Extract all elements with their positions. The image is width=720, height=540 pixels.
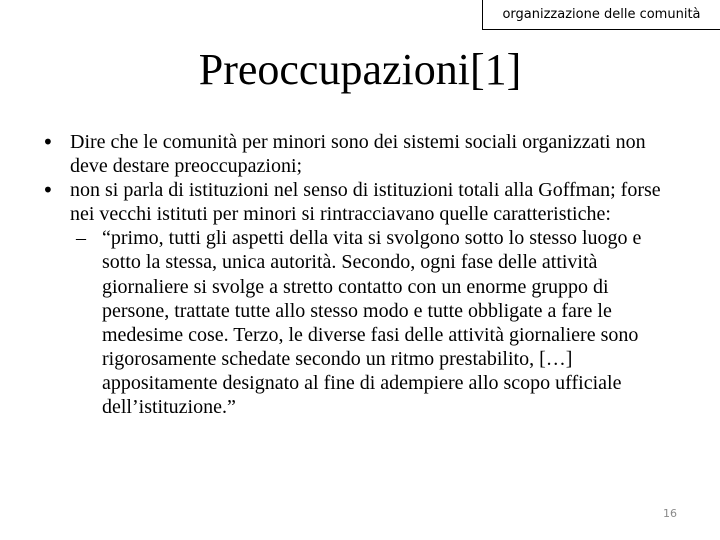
section-header-tag: organizzazione delle comunità bbox=[482, 0, 720, 30]
bullet-icon: • bbox=[42, 130, 54, 154]
slide-title: Preoccupazioni[1] bbox=[198, 45, 522, 94]
bullet-text: Dire che le comunità per minori sono dei sistemi sociali organizzati non deve destare preoccupazioni; bbox=[70, 131, 646, 178]
dash-icon: – bbox=[76, 227, 86, 250]
page-number: 16 bbox=[663, 507, 677, 520]
quote-text: “primo, tutti gli aspetti della vita si svolgono sotto lo stesso luogo e sotto la stessa, unica autorità. Secondo, ogni fase delle attività giornaliere si svolge a stretto contatto con un enorme gruppo di persone, trattate tutte allo stesso modo e tutte obbligate a fare le medesime cose. Terzo, le diverse fasi delle attività giornaliere sono rigorosamente schedate secondo un ritmo prestabilito, […] appositamente designato al fine di adempiere allo scopo ufficiale dell’istituzione.” bbox=[102, 227, 642, 419]
bullet-text: non si parla di istituzioni nel senso di istituzioni totali alla Goffman; forse nei vecchi istituti per minori si rintracciavano quelle caratteristiche: bbox=[70, 179, 661, 226]
slide-body bbox=[0, 130, 720, 419]
bullet-item bbox=[42, 178, 680, 226]
bullet-item bbox=[42, 130, 680, 178]
bullet-icon: • bbox=[42, 178, 54, 203]
sub-bullet-item bbox=[76, 226, 680, 419]
